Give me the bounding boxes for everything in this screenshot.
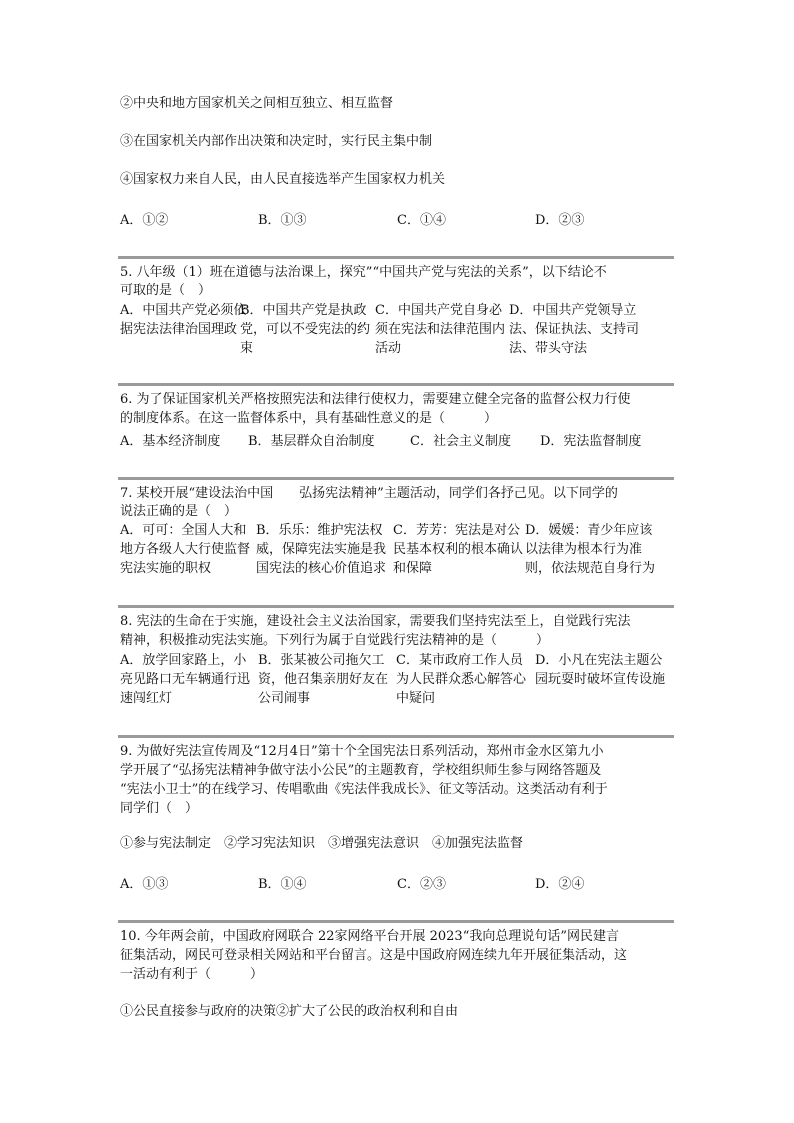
- q7-stem-line-1: 7. 某校开展“建设法治中国 弘扬宪法精神”主题活动，同学们各抒己见。以下同学的: [120, 486, 618, 501]
- option-b: B．①④: [258, 877, 307, 892]
- divider: [118, 383, 674, 386]
- option-b: B．张某被公司拖欠工资，他召集亲朋好友在公司闹事: [258, 653, 389, 706]
- q9-statements: ①参与宪法制定 ②学习宪法知识 ③增强宪法意识 ④加强宪法监督: [120, 836, 524, 851]
- q9-stem-line-1: 9. 为做好宪法宣传周及“12月4日”第十个全国宪法日系列活动，郑州市金水区第九小: [120, 744, 604, 759]
- option-a: A．基本经济制度: [120, 434, 221, 449]
- option-b: B．①③: [258, 213, 307, 228]
- option-c: C．中国共产党自身必须在宪法和法律范围内活动: [375, 303, 506, 356]
- option-c: C．②③: [397, 877, 446, 892]
- option-b: B．基层群众自治制度: [248, 434, 375, 449]
- q6-stem-line-2: 的制度体系。在这一监督体系中，具有基础性意义的是（ ）: [120, 411, 498, 426]
- option-a: A．①③: [120, 877, 169, 892]
- divider: [118, 477, 674, 480]
- divider: [118, 605, 674, 608]
- option-a: A．中国共产党必须依据宪法法律治国理政: [120, 303, 247, 337]
- option-b: B．中国共产党是执政党，可以不受宪法的约束: [240, 303, 371, 356]
- option-c: C．①④: [397, 213, 446, 228]
- option-a: A．可可：全国人大和地方各级人大行使监督宪法实施的职权: [120, 523, 251, 576]
- option-d: D．媛媛：青少年应该以法律为根本行为准则，依法规范自身行为: [525, 523, 656, 576]
- option-d: D．中国共产党领导立法、保证执法、支持司法、带头守法: [509, 303, 640, 356]
- q9-stem-line-3: “宪法小卫士”的在线学习、传唱歌曲《宪法伴我成长》、征文等活动。这类活动有利于: [120, 782, 608, 797]
- option-a: A．放学回家路上，小亮见路口无车辆通行迅速闯红灯: [120, 653, 251, 706]
- divider: [118, 920, 674, 923]
- q10-stem-line-3: 一活动有利于（ ）: [120, 967, 264, 982]
- statement-4: ④国家权力来自人民，由人民直接选举产生国家权力机关: [120, 172, 446, 187]
- option-c: C．社会主义制度: [410, 434, 511, 449]
- divider: [118, 256, 674, 259]
- q6-stem-line-1: 6. 为了保证国家机关严格按照宪法和法律行使权力，需要建立健全完备的监督公权力行使: [120, 392, 631, 407]
- option-c: C．某市政府工作人员为人民群众悉心解答心中疑问: [396, 653, 527, 706]
- option-d: D．②④: [535, 877, 585, 892]
- q10-stem-line-2: 征集活动，网民可登录相关网站和平台留言。这是中国政府网连续九年开展征集活动，这: [120, 948, 628, 963]
- q10-stem-line-1: 10. 今年两会前，中国政府网联合 22家网络平台开展 2023“我向总理说句话”网民建言: [120, 929, 619, 944]
- option-d: D．宪法监督制度: [540, 434, 642, 449]
- q8-stem-line-2: 精神，积极推动宪法实施。下列行为属于自觉践行宪法精神的是（ ）: [120, 633, 550, 648]
- q5-stem-line-1: 5. 八年级（1）班在道德与法治课上，探究”“中国共产党与宪法的关系”，以下结论不: [120, 265, 607, 280]
- option-d: D．②③: [535, 213, 585, 228]
- option-a: A．①②: [120, 213, 169, 228]
- divider: [118, 735, 674, 738]
- option-b: B．乐乐：维护宪法权威，保障宪法实施是我国宪法的核心价值追求: [256, 523, 387, 576]
- statement-2: ②中央和地方国家机关之间相互独立、相互监督: [120, 96, 394, 111]
- q9-stem-line-2: 学开展了“弘扬宪法精神争做守法小公民”的主题教育，学校组织师生参与网络答题及: [120, 763, 602, 778]
- q9-stem-line-4: 同学们（ ）: [120, 801, 199, 816]
- q5-stem-line-2: 可取的是（ ）: [120, 283, 212, 298]
- q7-stem-line-2: 说法正确的是（ ）: [120, 504, 238, 519]
- q10-statement: ①公民直接参与政府的决策②扩大了公民的政治权利和自由: [120, 1004, 459, 1019]
- statement-3: ③在国家机关内部作出决策和决定时，实行民主集中制: [120, 134, 433, 149]
- q8-stem-line-1: 8. 宪法的生命在于实施，建设社会主义法治国家，需要我们坚持宪法至上，自觉践行宪法: [120, 614, 631, 629]
- option-d: D．小凡在宪法主题公园玩耍时破坏宣传设施: [535, 653, 666, 687]
- option-c: C．芳芳：宪法是对公民基本权利的根本确认和保障: [393, 523, 524, 576]
